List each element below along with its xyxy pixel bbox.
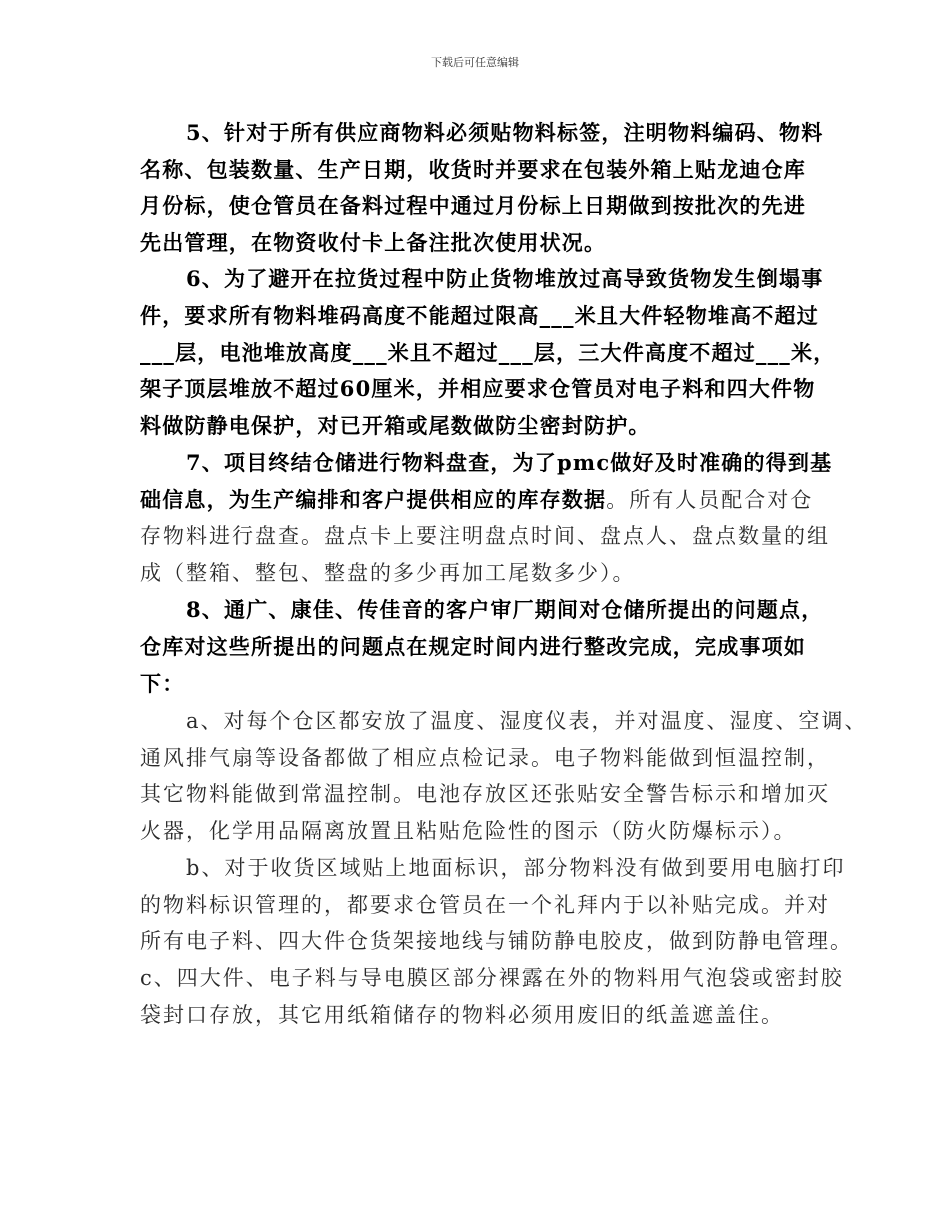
paragraph-7-bold-part: 础信息，为生产编排和客户提供相应的库存数据 — [140, 487, 607, 512]
paragraph-7-line-3: 存物料进行盘查。盘点卡上要注明盘点时间、盘点人、盘点数量的组 — [140, 524, 830, 548]
paragraph-5-line-4: 先出管理，在物资收付卡上备注批次使用状况。 — [140, 230, 607, 255]
paragraph-7-line-4: 成（整箱、整包、整盘的多少再加工尾数多少）。 — [140, 561, 636, 585]
paragraph-7-line-1: 7、项目终结仓储进行物料盘查，为了pmc做好及时准确的得到基 — [186, 450, 833, 475]
item-a-line-4: 火器，化学用品隔离放置且粘贴危险性的图示（防火防爆标示）。 — [140, 819, 797, 843]
paragraph-7-line-2 — [140, 484, 813, 514]
item-a-line-1: a、对每个仓区都安放了温度、湿度仪表，并对温度、湿度、空调、 — [186, 709, 868, 733]
item-b-line-1: b、对于收货区域贴上地面标识，部分物料没有做到要用电脑打印 — [186, 856, 846, 880]
paragraph-8-line-2: 仓库对这些所提出的问题点在规定时间内进行整改完成，完成事项如 — [140, 634, 806, 659]
item-a-line-3: 其它物料能做到常温控制。电池存放区还张贴安全警告标示和增加灭 — [140, 782, 830, 806]
paragraph-5-line-3: 月份标，使仓管员在备料过程中通过月份标上日期做到按批次的先进 — [140, 193, 806, 218]
item-c-line-2: 袋封口存放，其它用纸箱储存的物料必须用废旧的纸盖遮盖住。 — [140, 1003, 784, 1027]
item-a-line-2: 通风排气扇等设备都做了相应点检记录。电子物料能做到恒温控制， — [140, 746, 830, 770]
paragraph-7-normal-part: 。所有人员配合对仓 — [606, 488, 814, 512]
paragraph-8-line-1: 8、通广、康佳、传佳音的客户审厂期间对仓储所提出的问题点， — [186, 597, 824, 622]
page-header: 下载后可任意编辑 — [431, 56, 519, 69]
item-b-line-3: 所有电子料、四大件仓货架接地线与铺防静电胶皮，做到防静电管理。 — [140, 929, 853, 953]
paragraph-6-line-5: 料做防静电保护，对已开箱或尾数做防尘密封防护。 — [140, 413, 651, 438]
paragraph-6-line-1: 6、为了避开在拉货过程中防止货物堆放过高导致货物发生倒塌事 — [186, 266, 824, 291]
paragraph-5-line-1: 5、针对于所有供应商物料必须贴物料标签，注明物料编码、物料 — [186, 120, 824, 145]
paragraph-5-line-2: 名称、包装数量、生产日期，收货时并要求在包装外箱上贴龙迪仓库 — [140, 157, 806, 182]
item-c-line-1: c、四大件、电子料与导电膜区部分裸露在外的物料用气泡袋或密封胶 — [140, 966, 844, 990]
paragraph-6-line-4: 架子顶层堆放不超过60厘米，并相应要求仓管员对电子料和四大件物 — [140, 376, 816, 401]
paragraph-8-line-3: 下： — [140, 671, 185, 696]
paragraph-6-line-3: ___层，电池堆放高度___米且不超过___层，三大件高度不超过___米， — [140, 340, 836, 365]
paragraph-6-line-2: 件，要求所有物料堆码高度不能超过限高___米且大件轻物堆高不超过 — [140, 303, 819, 328]
item-b-line-2: 的物料标识管理的，都要求仓管员在一个礼拜内于以补贴完成。并对 — [140, 893, 830, 917]
